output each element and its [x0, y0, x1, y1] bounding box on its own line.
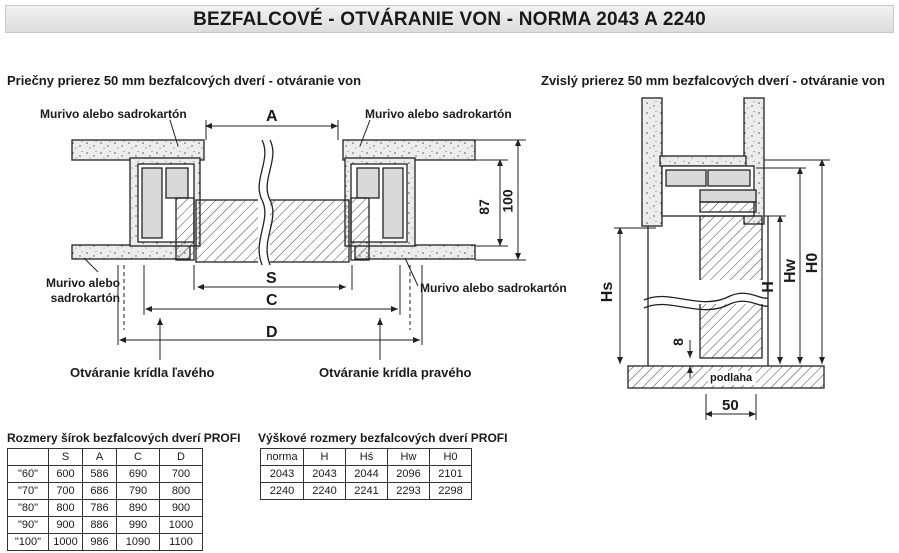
dim-d-label: D	[266, 324, 278, 341]
table-cell: 2101	[430, 466, 472, 483]
header-cell: Hw	[388, 449, 430, 466]
table-cell: 2043	[304, 466, 346, 483]
table-cell: 700	[49, 483, 83, 500]
table-cell: 1090	[117, 534, 160, 551]
dim-c-label: C	[266, 292, 278, 309]
header-cell: H	[304, 449, 346, 466]
vertical-section-right	[628, 98, 824, 388]
left-section-caption: Priečny prierez 50 mm bezfalcových dverí - otváranie von	[7, 73, 362, 88]
table-cell: 986	[83, 534, 117, 551]
table-cell: 1100	[160, 534, 203, 551]
dim-hs-label: Hs	[599, 281, 617, 303]
table-cell: 586	[83, 466, 117, 483]
table-cell: 900	[160, 500, 203, 517]
width-table-caption: Rozmery šírok bezfalcových dverí PROFI	[7, 431, 241, 445]
table-cell: "80"	[8, 500, 49, 517]
table-row	[8, 466, 203, 483]
height-table-caption: Výškové rozmery bezfalcových dverí PROFI	[258, 431, 508, 445]
header-cell: norma	[261, 449, 304, 466]
table-row	[8, 517, 203, 534]
header-cell: S	[49, 449, 83, 466]
table-cell: 600	[49, 466, 83, 483]
table-cell: 2298	[430, 483, 472, 500]
dim-87-label: 87	[475, 199, 492, 215]
table-cell: 690	[117, 466, 160, 483]
dim-100-label: 100	[499, 189, 516, 213]
table-header-row	[8, 449, 203, 466]
dim-h-label: H	[759, 281, 777, 293]
table-cell: "90"	[8, 517, 49, 534]
table-cell: 2044	[346, 466, 388, 483]
cross-section-left	[72, 140, 475, 345]
table-cell: 700	[160, 466, 203, 483]
header-cell	[8, 449, 49, 466]
dim-hw-label: Hw	[782, 259, 799, 283]
header-cell: A	[83, 449, 117, 466]
murivo-label-bottom-right: Murivo alebo sadrokartón	[420, 281, 567, 295]
opening-right-label: Otváranie krídla pravého	[319, 365, 472, 380]
right-section-caption: Zvislý prierez 50 mm bezfalcových dverí - otváranie von	[541, 73, 885, 88]
opening-left-label: Otváranie krídla ľavého	[70, 365, 215, 380]
table-cell: 1000	[160, 517, 203, 534]
table-cell: 790	[117, 483, 160, 500]
table-cell: 2043	[261, 466, 304, 483]
table-row	[8, 483, 203, 500]
table-cell: 686	[83, 483, 117, 500]
table-row	[261, 466, 472, 483]
murivo-label-top-right: Murivo alebo sadrokartón	[365, 107, 512, 121]
dim-8-label: 8	[669, 338, 686, 346]
table-cell: 2241	[346, 483, 388, 500]
header-cell: C	[117, 449, 160, 466]
table-row	[261, 483, 472, 500]
table-cell: 890	[117, 500, 160, 517]
table-cell: 990	[117, 517, 160, 534]
dim-h0-label: H0	[804, 252, 822, 274]
table-cell: "70"	[8, 483, 49, 500]
dim-s-label: S	[266, 270, 277, 287]
dim-50-label: 50	[722, 397, 739, 414]
table-cell: "60"	[8, 466, 49, 483]
table-cell: 886	[83, 517, 117, 534]
table-cell: 1000	[49, 534, 83, 551]
width-table	[7, 448, 203, 551]
table-cell: 800	[49, 500, 83, 517]
table-cell: 800	[160, 483, 203, 500]
table-row	[8, 534, 203, 551]
page-title: BEZFALCOVÉ - OTVÁRANIE VON - NORMA 2043 A 2240	[193, 9, 706, 30]
table-cell: 2096	[388, 466, 430, 483]
table-row	[8, 500, 203, 517]
table-cell: 2240	[261, 483, 304, 500]
header-cell: Hś	[346, 449, 388, 466]
header-cell: H0	[430, 449, 472, 466]
table-cell: 900	[49, 517, 83, 534]
header-cell: D	[160, 449, 203, 466]
murivo-label-top-left: Murivo alebo sadrokartón	[40, 107, 187, 121]
height-table	[260, 448, 472, 500]
floor-label: podlaha	[710, 372, 753, 384]
table-cell: 2293	[388, 483, 430, 500]
table-cell: 786	[83, 500, 117, 517]
murivo-label-bottom-left-1: Murivo alebo	[45, 276, 120, 290]
murivo-label-bottom-left-2: sadrokartón	[50, 291, 120, 305]
table-header-row	[261, 449, 472, 466]
table-cell: 2240	[304, 483, 346, 500]
dim-a-label: A	[266, 108, 278, 125]
table-cell: "100"	[8, 534, 49, 551]
